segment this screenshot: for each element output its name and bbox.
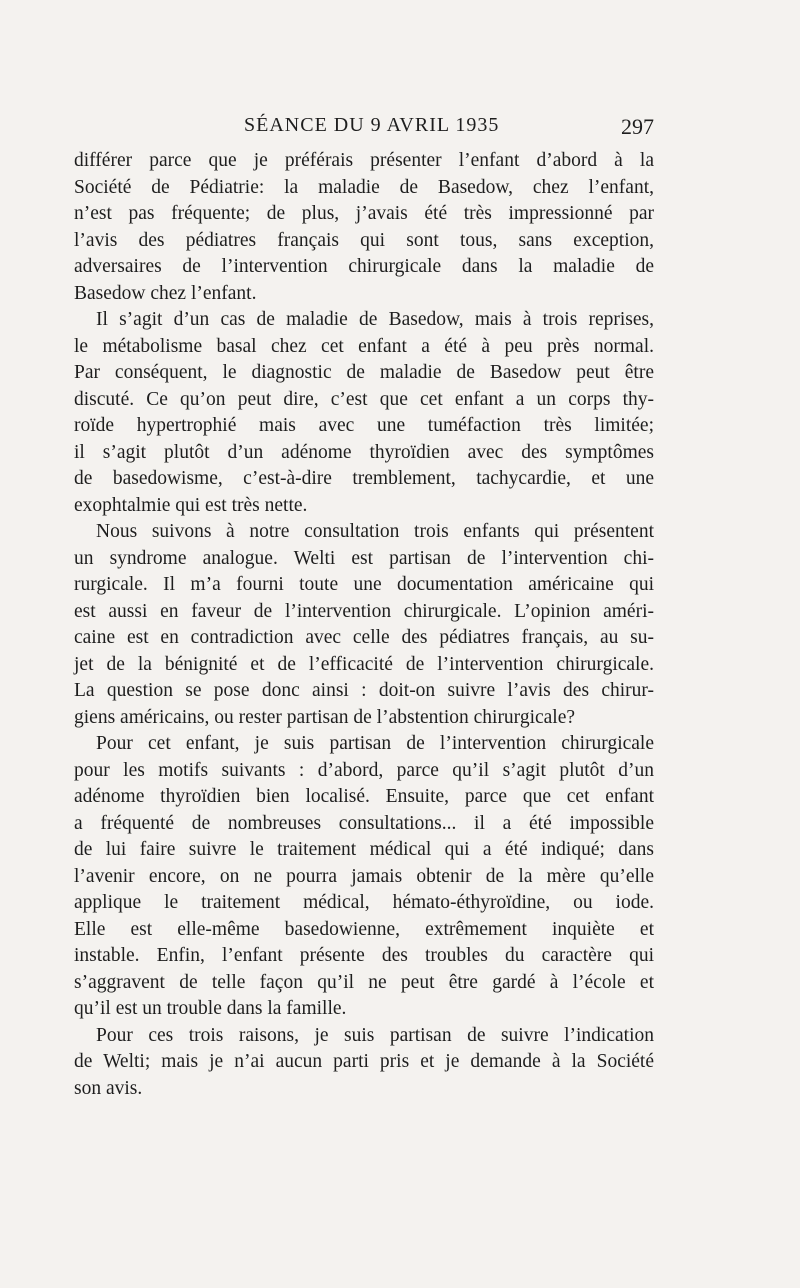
text-line: Pour ces trois raisons, je suis partisan de suivre l’indication: [96, 1024, 654, 1046]
text-line: roïde hypertrophié mais avec une tuméfaction très limitée;: [74, 415, 654, 436]
paragraph-2: [74, 307, 654, 519]
text-line: de Welti; mais je n’ai aucun parti pris et je demande à la Société: [74, 1051, 654, 1072]
text-line: applique le traitement médical, hémato-éthyroïdine, ou iode.: [74, 892, 654, 913]
paragraph-5: [74, 1023, 654, 1103]
paragraph-1: [74, 148, 654, 307]
text-line: Pour cet enfant, je suis partisan de l’intervention chirurgicale: [96, 733, 654, 754]
text-line: discuté. Ce qu’on peut dire, c’est que cet enfant a un corps thy-: [74, 388, 654, 410]
text-line: n’est pas fréquente; de plus, j’avais été très impressionné par: [74, 203, 654, 224]
text-line: différer parce que je préférais présenter l’enfant d’abord à la: [74, 150, 654, 171]
text-line: pour les motifs suivants : d’abord, parce qu’il s’agit plutôt d’un: [74, 759, 654, 781]
text-line: l’avenir encore, on ne pourra jamais obtenir de la mère qu’elle: [74, 865, 654, 887]
body-text: [74, 148, 654, 1102]
text-line: adénome thyroïdien bien localisé. Ensuite, parce que cet enfant: [74, 786, 654, 807]
text-line: exophtalmie qui est très nette.: [74, 494, 308, 516]
text-line: La question se pose donc ainsi : doit-on suivre l’avis des chirur-: [74, 680, 654, 701]
text-line: de lui faire suivre le traitement médical qui a été indiqué; dans: [74, 839, 654, 860]
text-line: caine est en contradiction avec celle des pédiatres français, au su-: [74, 627, 654, 648]
text-line: rurgicale. Il m’a fourni toute une documentation américaine qui: [74, 574, 654, 595]
text-line: l’avis des pédiatres français qui sont tous, sans exception,: [74, 229, 654, 251]
text-line: le métabolisme basal chez cet enfant a été à peu près normal.: [74, 335, 654, 357]
text-line: instable. Enfin, l’enfant présente des troubles du caractère qui: [74, 945, 654, 966]
text-line: Basedow chez l’enfant.: [74, 282, 257, 304]
text-line: Elle est elle-même basedowienne, extrêmement inquiète et: [74, 918, 654, 940]
text-line: est aussi en faveur de l’intervention chirurgicale. L’opinion améri-: [74, 600, 654, 622]
text-line: s’aggravent de telle façon qu’il ne peut être gardé à l’école et: [74, 971, 654, 993]
text-line: jet de la bénignité et de l’efficacité de l’intervention chirurgicale.: [74, 653, 654, 675]
text-line: Nous suivons à notre consultation trois enfants qui présentent: [96, 521, 654, 542]
text-line: qu’il est un trouble dans la famille.: [74, 998, 347, 1019]
text-line: adversaires de l’intervention chirurgicale dans la maladie de: [74, 256, 654, 277]
text-line: de basedowisme, c’est-à-dire tremblement, tachycardie, et une: [74, 468, 654, 489]
text-line: Société de Pédiatrie: la maladie de Basedow, chez l’enfant,: [74, 176, 654, 198]
text-line: un syndrome analogue. Welti est partisan de l’intervention chi-: [74, 547, 654, 569]
text-line: Il s’agit d’un cas de maladie de Basedow, mais à trois reprises,: [96, 309, 654, 330]
page-number: 297: [621, 114, 654, 139]
paragraph-3: [74, 519, 654, 731]
text-line: giens américains, ou rester partisan de l’abstention chirurgicale?: [74, 706, 576, 728]
text-line: il s’agit plutôt d’un adénome thyroïdien avec des symptômes: [74, 441, 654, 463]
running-head: [0, 114, 800, 140]
paragraph-4: [74, 731, 654, 1023]
running-title: SÉANCE DU 9 AVRIL 1935: [244, 114, 500, 136]
text-line: son avis.: [74, 1077, 143, 1099]
text-line: Par conséquent, le diagnostic de maladie de Basedow peut être: [74, 362, 654, 383]
text-line: a fréquenté de nombreuses consultations... il a été impossible: [74, 812, 654, 834]
